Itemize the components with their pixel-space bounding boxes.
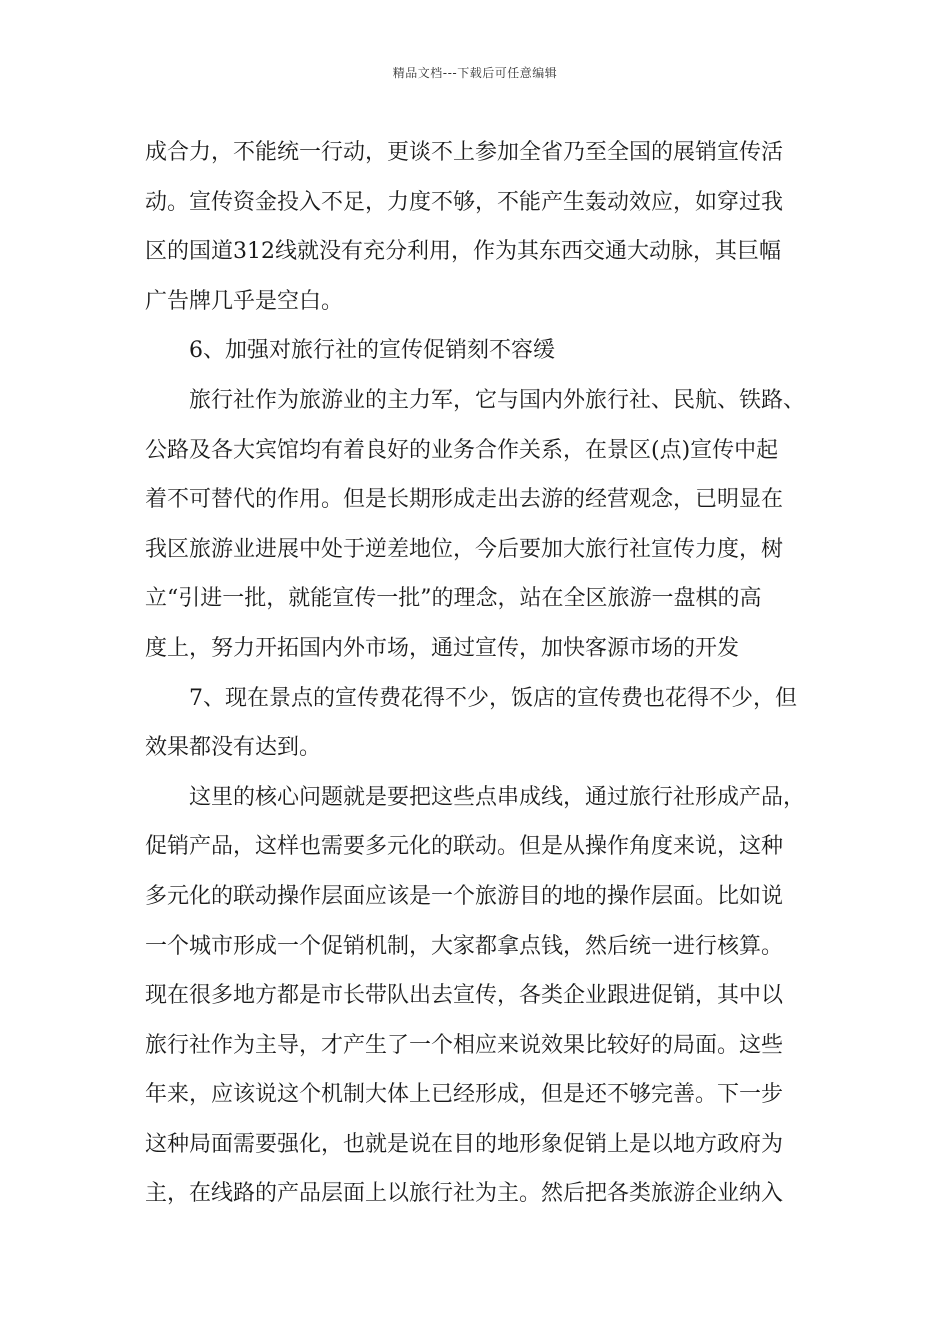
text-line: 旅行社作为主导，才产生了一个相应来说效果比较好的局面。这些	[145, 1032, 784, 1058]
text-line: 动。宣传资金投入不足，力度不够，不能产生轰动效应，如穿过我	[145, 189, 784, 215]
page-header: 精品文档---下载后可任意编辑	[392, 66, 558, 80]
document-body	[145, 128, 810, 1219]
text-line: 旅行社作为旅游业的主力军，它与国内外旅行社、民航、铁路、	[189, 387, 806, 413]
section-heading: 6、加强对旅行社的宣传促销刻不容缓	[189, 338, 555, 364]
text-line: 度上，努力开拓国内外市场，通过宣传，加快客源市场的开发	[145, 635, 740, 661]
text-line: 年来，应该说这个机制大体上已经形成，但是还不够完善。下一步	[145, 1082, 784, 1108]
text-line: 一个城市形成一个促销机制，大家都拿点钱，然后统一进行核算。	[145, 933, 784, 959]
text-line: 着不可替代的作用。但是长期形成走出去游的经营观念，已明显在	[145, 487, 784, 513]
text-line: 现在很多地方都是市长带队出去宣传，各类企业跟进促销，其中以	[145, 983, 784, 1009]
text-line: 公路及各大宾馆均有着良好的业务合作关系，在景区(点)宣传中起	[145, 437, 779, 463]
text-line: 区的国道312线就没有充分利用，作为其东西交通大动脉，其巨幅	[145, 239, 781, 265]
text-line: 效果都没有达到。	[145, 735, 322, 761]
text-line: 这里的核心问题就是要把这些点串成线，通过旅行社形成产品，	[189, 784, 806, 810]
text-line: 成合力，不能统一行动，更谈不上参加全省乃至全国的展销宣传活	[145, 140, 784, 165]
section-heading: 7、现在景点的宣传费花得不少，饭店的宣传费也花得不少，但	[189, 685, 797, 711]
text-line: 广告牌几乎是空白。	[145, 288, 344, 314]
text-line: 立“引进一批，就能宣传一批”的理念，站在全区旅游一盘棋的高	[145, 586, 762, 612]
text-line: 我区旅游业进展中处于逆差地位，今后要加大旅行社宣传力度，树	[145, 536, 784, 562]
text-line: 多元化的联动操作层面应该是一个旅游目的地的操作层面。比如说	[145, 883, 784, 909]
text-line: 主，在线路的产品层面上以旅行社为主。然后把各类旅游企业纳入	[145, 1181, 784, 1207]
text-line: 这种局面需要强化，也就是说在目的地形象促销上是以地方政府为	[145, 1131, 784, 1157]
text-line: 促销产品，这样也需要多元化的联动。但是从操作角度来说，这种	[145, 834, 784, 860]
